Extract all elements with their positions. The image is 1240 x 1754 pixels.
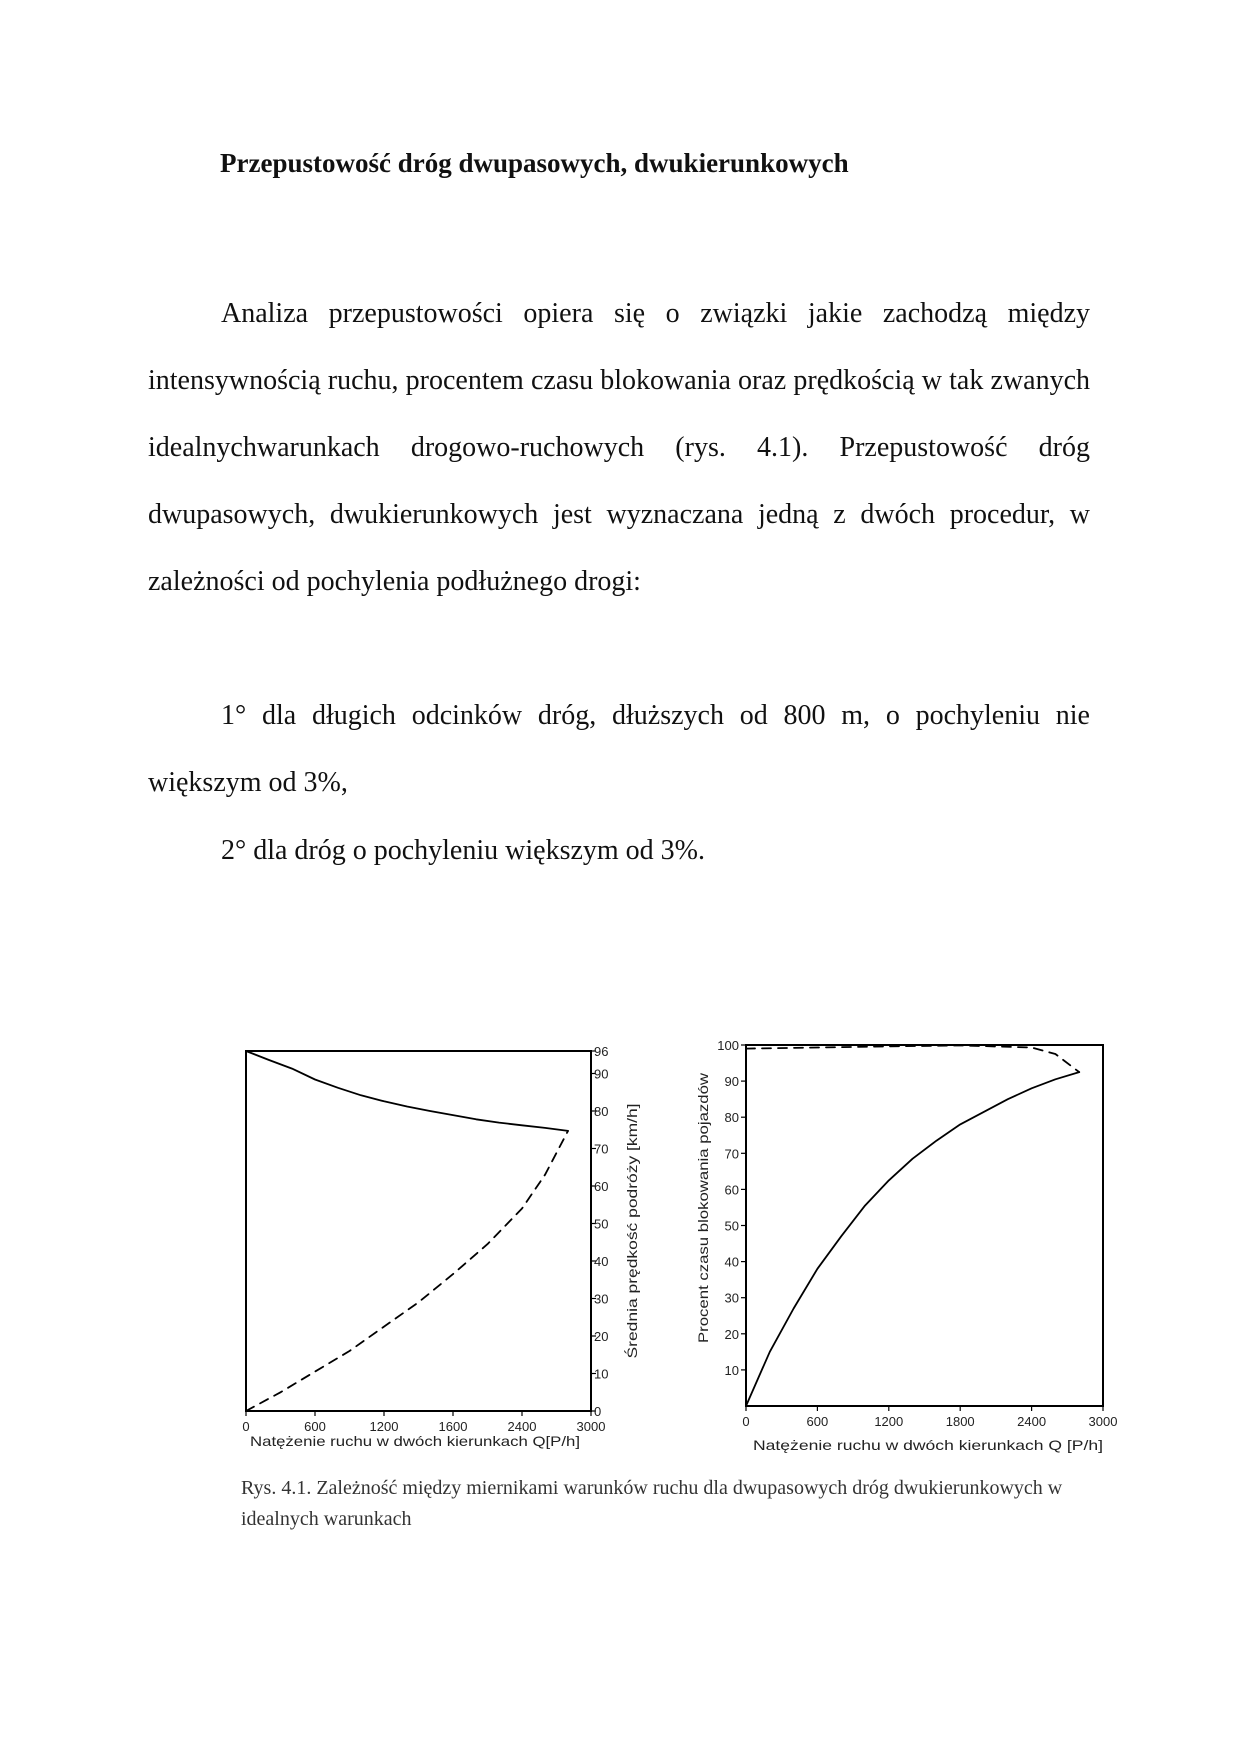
chart-1-xlabel: Natężenie ruchu w dwóch kierunkach Q[P/h] <box>250 1433 580 1449</box>
chart-2-series-upper-line <box>746 1045 1079 1072</box>
chart-2-x-tick-label: 1200 <box>874 1414 904 1429</box>
chart-2-series <box>746 1045 1079 1406</box>
chart-1-x-tick-label: 3000 <box>576 1419 606 1434</box>
chart-1-x-tick-label: 1600 <box>438 1419 468 1434</box>
chart-1-y-tick-label: 10 <box>594 1366 609 1382</box>
chart-2-y-tick-label: 20 <box>724 1326 739 1342</box>
chart-1-y-tick-label: 40 <box>594 1254 609 1269</box>
chart-2-y-tick-label: 100 <box>717 1038 739 1053</box>
chart-1-x-tick-label: 600 <box>304 1419 326 1434</box>
chart-2-y-tick-label: 60 <box>724 1182 739 1198</box>
chart-2-x-tick-label: 2400 <box>1017 1414 1047 1429</box>
chart-1-y-tick-label: 90 <box>594 1066 609 1082</box>
chart-1-x-ticks <box>242 1411 605 1434</box>
chart-1-y-tick-label: 96 <box>594 1044 609 1059</box>
chart-2-x-tick-label: 1800 <box>945 1414 975 1429</box>
chart-1-frame <box>246 1051 591 1411</box>
chart-blocking-vs-flow <box>695 1038 1117 1453</box>
chart-1-y-ticks <box>591 1044 608 1419</box>
chart-2-y-tick-label: 40 <box>724 1254 739 1270</box>
chart-1-x-tick-label: 2400 <box>507 1419 537 1434</box>
chart-2-ylabel: Procent czasu blokowania pojazdów <box>695 1117 711 1343</box>
chart-1-y-tick-label: 30 <box>594 1291 609 1307</box>
chart-1-y-tick-label: 50 <box>594 1216 609 1232</box>
list-item-1: 1° dla długich odcinków dróg, dłuższych od 800 m, o pochyleniu nie większym od 3%, <box>148 700 1090 798</box>
chart-2-xlabel: Natężenie ruchu w dwóch kierunkach Q [P/h] <box>753 1437 1103 1453</box>
chart-1-ylabel: Średnia prędkość podróży [km/h] <box>624 1153 640 1359</box>
list-item-2: 2° dla dróg o pochyleniu większym od 3%. <box>221 835 705 866</box>
figure-caption: Rys. 4.1. Zależność między miernikami warunków ruchu dla dwupasowych dróg dwukierunkowych w idealnych warunkach <box>241 1477 1063 1530</box>
chart-2-y-tick-label: 90 <box>724 1074 739 1090</box>
chart-2-y-tick-label: 70 <box>724 1146 739 1162</box>
chart-speed-vs-flow <box>242 1044 640 1449</box>
chart-1-y-tick-label: 70 <box>594 1141 609 1157</box>
chart-2-x-ticks <box>742 1406 1117 1429</box>
chart-2-y-tick-label: 80 <box>724 1110 739 1126</box>
chart-1-y-tick-label: 0 <box>594 1404 602 1419</box>
heading: Przepustowość dróg dwupasowych, dwukierunkowych <box>220 148 849 178</box>
chart-2-y-tick-label: 10 <box>724 1362 739 1378</box>
chart-2-x-tick-label: 600 <box>806 1414 829 1429</box>
chart-2-series-lower-line <box>746 1072 1079 1406</box>
chart-2-y-tick-label: 50 <box>724 1218 739 1234</box>
chart-1-y-tick-label: 20 <box>594 1329 609 1344</box>
chart-2-x-tick-label: 0 <box>742 1414 750 1429</box>
chart-2-y-tick-label: 30 <box>724 1290 739 1306</box>
intro-paragraph: Analiza przepustowości opiera się o związki jakie zachodzą między intensywnością ruchu, procentem czasu blokowania oraz prędkością w tak zwanych idealnychwarunkach drogowo-ruchowych (rys. 4.1). Przepustowość dróg dwupasowych, dwukierunkowych jest wyznaczana jedną z dwóch procedur, w zależności od pochylenia podłużnego drogi: <box>148 298 1090 597</box>
chart-1-y-tick-label: 80 <box>594 1104 609 1119</box>
chart-1-y-tick-label: 60 <box>594 1179 609 1194</box>
chart-2-frame <box>746 1045 1103 1406</box>
chart-1-x-tick-label: 0 <box>242 1419 250 1434</box>
chart-2-x-tick-label: 3000 <box>1088 1414 1118 1429</box>
chart-1-series-lower-line <box>246 1131 568 1411</box>
chart-1-series-upper-line <box>246 1051 568 1131</box>
chart-2-y-ticks <box>717 1038 746 1378</box>
chart-1-x-tick-label: 1200 <box>369 1419 399 1434</box>
chart-1-series <box>246 1051 568 1411</box>
